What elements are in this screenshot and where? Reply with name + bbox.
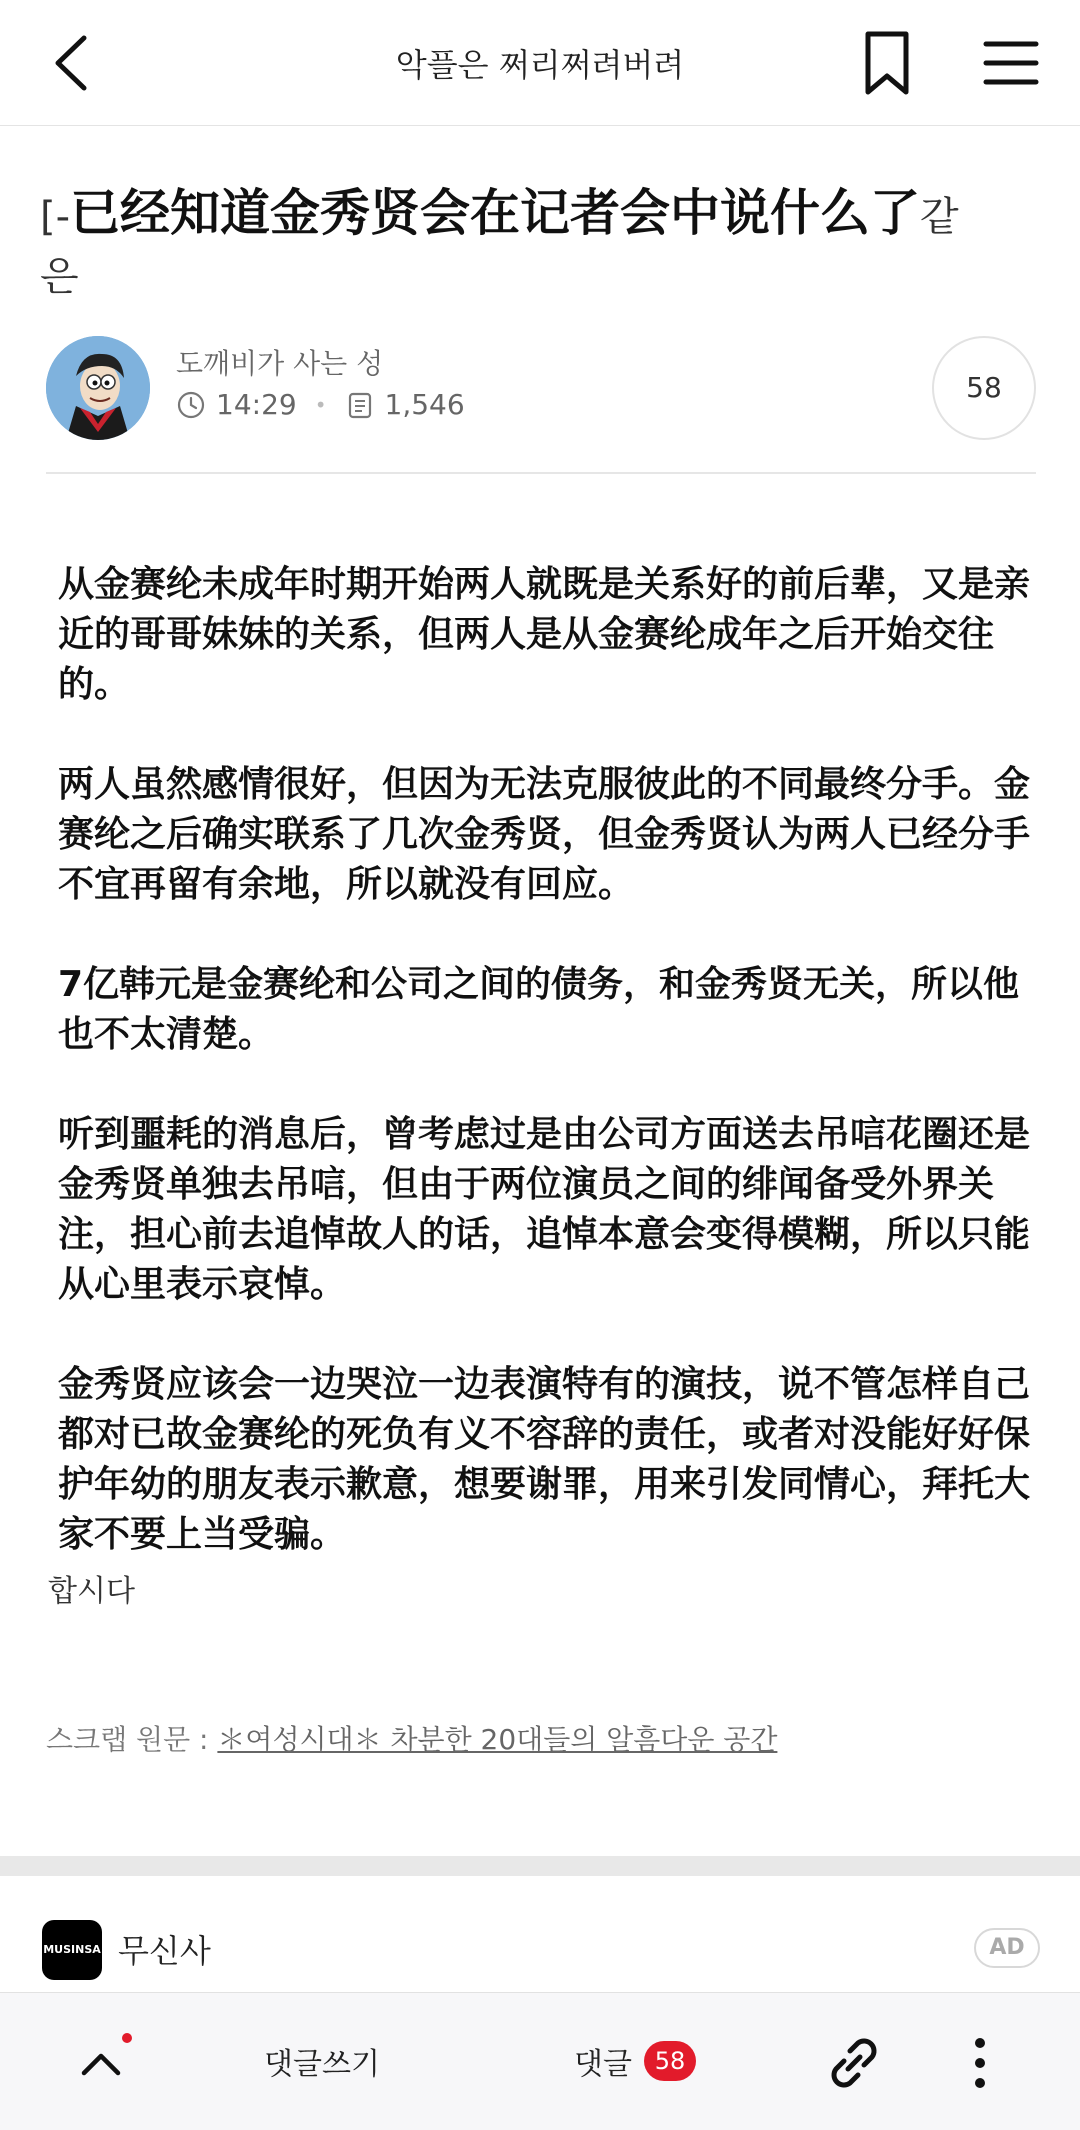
more-vertical-icon[interactable] bbox=[960, 2025, 1000, 2101]
musinsa-logo: MUSINSA bbox=[42, 1920, 102, 1980]
avatar[interactable] bbox=[46, 336, 150, 440]
article-trailing-fragment: 합시다 bbox=[48, 1574, 135, 1609]
article-paragraph: 听到噩耗的消息后，曾考虑过是由公司方面送去吊唁花圈还是金秀贤单独去吊唁，但由于两位演员之间的绯闻备受外界关注，担心前去追悼故人的话，追悼本意会变得模糊，所以只能从心里表示哀悼。 bbox=[58, 1114, 1031, 1305]
board-title[interactable]: 악플은 쩌리쩌려버려 bbox=[395, 46, 685, 84]
hamburger-menu-icon[interactable] bbox=[976, 28, 1046, 98]
title-line2-fragment: 은 bbox=[40, 254, 79, 300]
scrap-source-link[interactable]: ＊여성시대＊ 차분한 20대들의 알흠다운 공간 bbox=[217, 1723, 778, 1756]
title-text: 已经知道金秀贤会在记者会中说什么了 bbox=[70, 184, 921, 242]
title-left-fragment: [- bbox=[40, 194, 71, 240]
ad-name[interactable]: 무신사 bbox=[118, 1932, 211, 1970]
ad-banner[interactable] bbox=[0, 1876, 1080, 1992]
divider bbox=[46, 472, 1036, 474]
chevron-left-icon[interactable] bbox=[40, 28, 110, 98]
post-title bbox=[40, 180, 1040, 310]
notification-dot bbox=[122, 2033, 132, 2043]
clock-icon bbox=[176, 390, 206, 420]
top-bar bbox=[0, 0, 1080, 126]
meta-separator: • bbox=[314, 392, 327, 417]
scroll-top-button[interactable] bbox=[70, 2029, 140, 2099]
article-body bbox=[46, 560, 1036, 1620]
article-paragraph: 从金赛纶未成年时期开始两人就既是关系好的前后辈，又是亲近的哥哥妹妹的关系，但两人是从金赛纶成年之后开始交往的。 bbox=[58, 564, 1031, 705]
article-paragraph: 金秀贤应该会一边哭泣一边表演特有的演技，说不管怎样自己都对已故金赛纶的死负有义不容辞的责任，或者对没能好好保护年幼的朋友表示歉意，想要谢罪，用来引发同情心，拜托大家不要上当受骗。 bbox=[58, 1364, 1031, 1555]
article-paragraph: 两人虽然感情很好，但因为无法克服彼此的不同最终分手。金赛纶之后确实联系了几次金秀贤，但金秀贤认为两人已经分手不宜再留有余地，所以就没有回应。 bbox=[58, 764, 1031, 905]
bookmark-icon[interactable] bbox=[852, 28, 922, 98]
scrap-label: 스크랩 원문 : bbox=[46, 1723, 218, 1756]
bottom-bar bbox=[0, 1992, 1080, 2130]
comment-count-circle[interactable]: 58 bbox=[932, 336, 1036, 440]
comments-label: 댓글 bbox=[574, 2047, 632, 2082]
title-right-fragment: 같 bbox=[920, 194, 959, 240]
scrap-source bbox=[46, 1718, 777, 1758]
post-title-line-1 bbox=[40, 180, 1040, 250]
author-name[interactable]: 도깨비가 사는 성 bbox=[176, 347, 384, 380]
post-meta bbox=[176, 388, 465, 421]
article-paragraph: 7亿韩元是金赛纶和公司之间的债务，和金秀贤无关，所以他也不太清楚。 bbox=[58, 964, 1020, 1055]
link-icon[interactable] bbox=[816, 2025, 892, 2101]
author-row bbox=[46, 336, 1046, 446]
post-time: 14:29 bbox=[216, 388, 297, 421]
view-count: 1,546 bbox=[384, 388, 465, 421]
comments-button[interactable] bbox=[574, 2039, 696, 2083]
ad-badge: AD bbox=[974, 1928, 1040, 1968]
section-divider bbox=[0, 1856, 1080, 1876]
write-comment-button[interactable]: 댓글쓰기 bbox=[264, 2047, 380, 2082]
document-icon bbox=[345, 390, 375, 420]
comments-count-badge: 58 bbox=[644, 2041, 696, 2081]
